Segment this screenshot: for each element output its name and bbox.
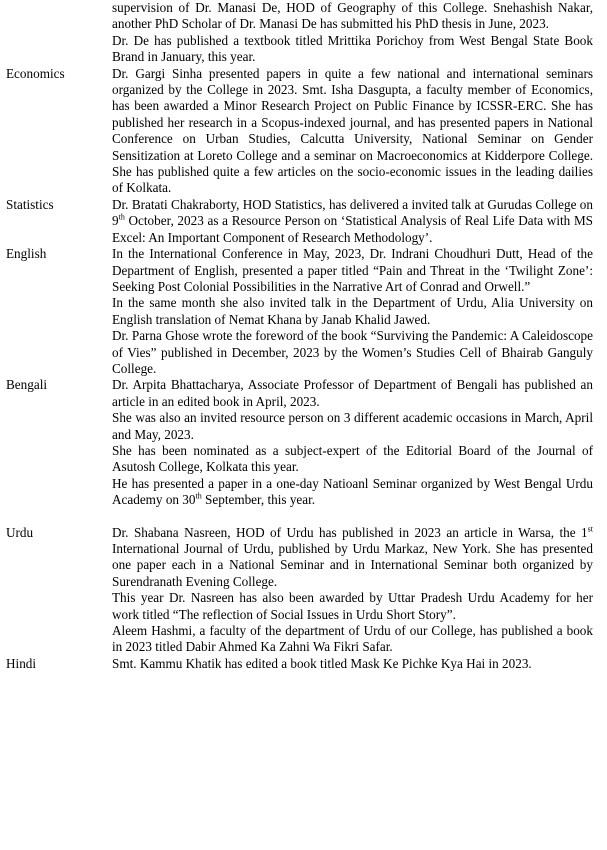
paragraph-text: October, 2023 as a Resource Person on ‘Statistical Analysis of Real Life Data with MS Excel: An Important Component of Research Methodology’. [112, 213, 593, 245]
paragraph-text: supervision of Dr. Manasi De, HOD of Geography of this College. Snehashish Nakar, another PhD Scholar of Dr. Manasi De has submitted his PhD thesis in June, 2023. [112, 0, 593, 32]
department-section [0, 525, 607, 656]
paragraph-text: Aleem Hashmi, a faculty of the department of Urdu of our College, has published a book in 2023 titled Dabir Ahmed Ka Zahni Wa Fikri Safar. [112, 623, 593, 655]
department-section [0, 246, 607, 377]
ordinal-suffix: th [195, 491, 202, 501]
report-paragraph [112, 410, 593, 443]
paragraph-text: He has presented a paper in a one-day Natioanl Seminar organized by West Bengal Urdu Academy on 30 [112, 475, 593, 508]
paragraph-text: International Journal of Urdu, published by Urdu Markaz, New York. She has presented one paper each in a National Seminar and in International Seminar both organized by Surendranath Evening College. [112, 541, 593, 589]
paragraph-text: Dr. Shabana Nasreen, HOD of Urdu has published in 2023 an article in Warsa, the 1 [112, 524, 588, 540]
report-paragraph [112, 295, 593, 328]
report-paragraph [112, 66, 593, 197]
paragraph-text: She was also an invited resource person on 3 different academic occasions in March, April and May, 2023. [112, 410, 593, 442]
paragraph-text: Dr. Parna Ghose wrote the foreword of the book “Surviving the Pandemic: A Caleidoscope of Vies” published in December, 2023 by the Women’s Studies Cell of Bhairab Ganguly College. [112, 328, 593, 376]
report-paragraph [112, 33, 593, 66]
report-paragraph [112, 476, 593, 509]
department-content [112, 197, 593, 246]
paragraph-text: Dr. Bratati Chakraborty, HOD Statistics, has delivered a invited talk at Gurudas College on 9 [112, 196, 593, 229]
report-paragraph [112, 377, 593, 410]
paragraph-text: Dr. Arpita Bhattacharya, Associate Professor of Department of Bengali has published an article in an edited book in April, 2023. [112, 377, 593, 409]
ordinal-suffix: th [118, 212, 125, 222]
department-name: Hindi [6, 655, 37, 671]
department-content [112, 656, 593, 672]
paragraph-text: In the same month she also invited talk in the Department of Urdu, Alia University on English translation of Nemat Khana by Janab Khalid Jawed. [112, 295, 593, 327]
department-name: Urdu [6, 524, 34, 540]
department-content [112, 377, 593, 508]
department-content [112, 0, 593, 66]
paragraph-text: Dr. Gargi Sinha presented papers in quite a few national and international seminars organized by the College in 2023. Smt. Isha Dasgupta, a faculty member of Economics, has been awarded a Minor Research Project on Public Finance by ICSSR-ERC. She has published her research in a Scopus-indexed journal, and has presented papers in National Conference on Urban Studies, Calcutta University, National Seminar on Gender Sensitization at Loreto College and a seminar on Macroeconomics at Kidderpore College. She has published quite a few articles on the socio-economic issues in the leading dailies of Kolkata. [112, 65, 593, 196]
paragraph-text: This year Dr. Nasreen has also been awarded by Uttar Pradesh Urdu Academy for her work titled “The reflection of Social Issues in Urdu Short Story”. [112, 590, 593, 622]
department-name: Economics [6, 65, 65, 81]
section-spacer [0, 509, 607, 525]
department-content [112, 525, 593, 656]
report-paragraph [112, 656, 593, 672]
paragraph-text: Smt. Kammu Khatik has edited a book titled Mask Ke Pichke Kya Hai in 2023. [112, 655, 532, 671]
department-content [112, 66, 593, 197]
paragraph-text: Dr. De has published a textbook titled Mrittika Porichoy from West Bengal State Book Brand in January, this year. [112, 32, 593, 65]
report-paragraph [112, 0, 593, 33]
department-content [112, 246, 593, 377]
report-paragraph [112, 328, 593, 377]
department-name [0, 0, 112, 66]
report-paragraph [112, 525, 593, 591]
report-paragraph [112, 246, 593, 295]
paragraph-text: In the International Conference in May, 2023, Dr. Indrani Choudhuri Dutt, Head of the Department of English, presented a paper titled “Pain and Threat in the ‘Twilight Zone’: Seeking Post Colonial Possibilities in the Narrative Art of Conrad and Orwell.” [112, 246, 593, 294]
department-section [0, 66, 607, 197]
department-section [0, 197, 607, 246]
paragraph-text: She has been nominated as a subject-expert of the Editorial Board of the Journal of Asutosh College, Kolkata this year. [112, 442, 593, 475]
department-section [0, 377, 607, 508]
department-name: Statistics [6, 196, 54, 212]
department-section [0, 0, 607, 66]
department-name: Bengali [6, 377, 48, 393]
paragraph-text: September, this year. [201, 492, 316, 508]
ordinal-suffix: st [587, 524, 593, 534]
report-paragraph [112, 443, 593, 476]
report-paragraph [112, 590, 593, 623]
report-paragraph [112, 197, 593, 246]
department-name: English [6, 246, 47, 262]
department-section [0, 656, 607, 672]
report-paragraph [112, 623, 593, 656]
